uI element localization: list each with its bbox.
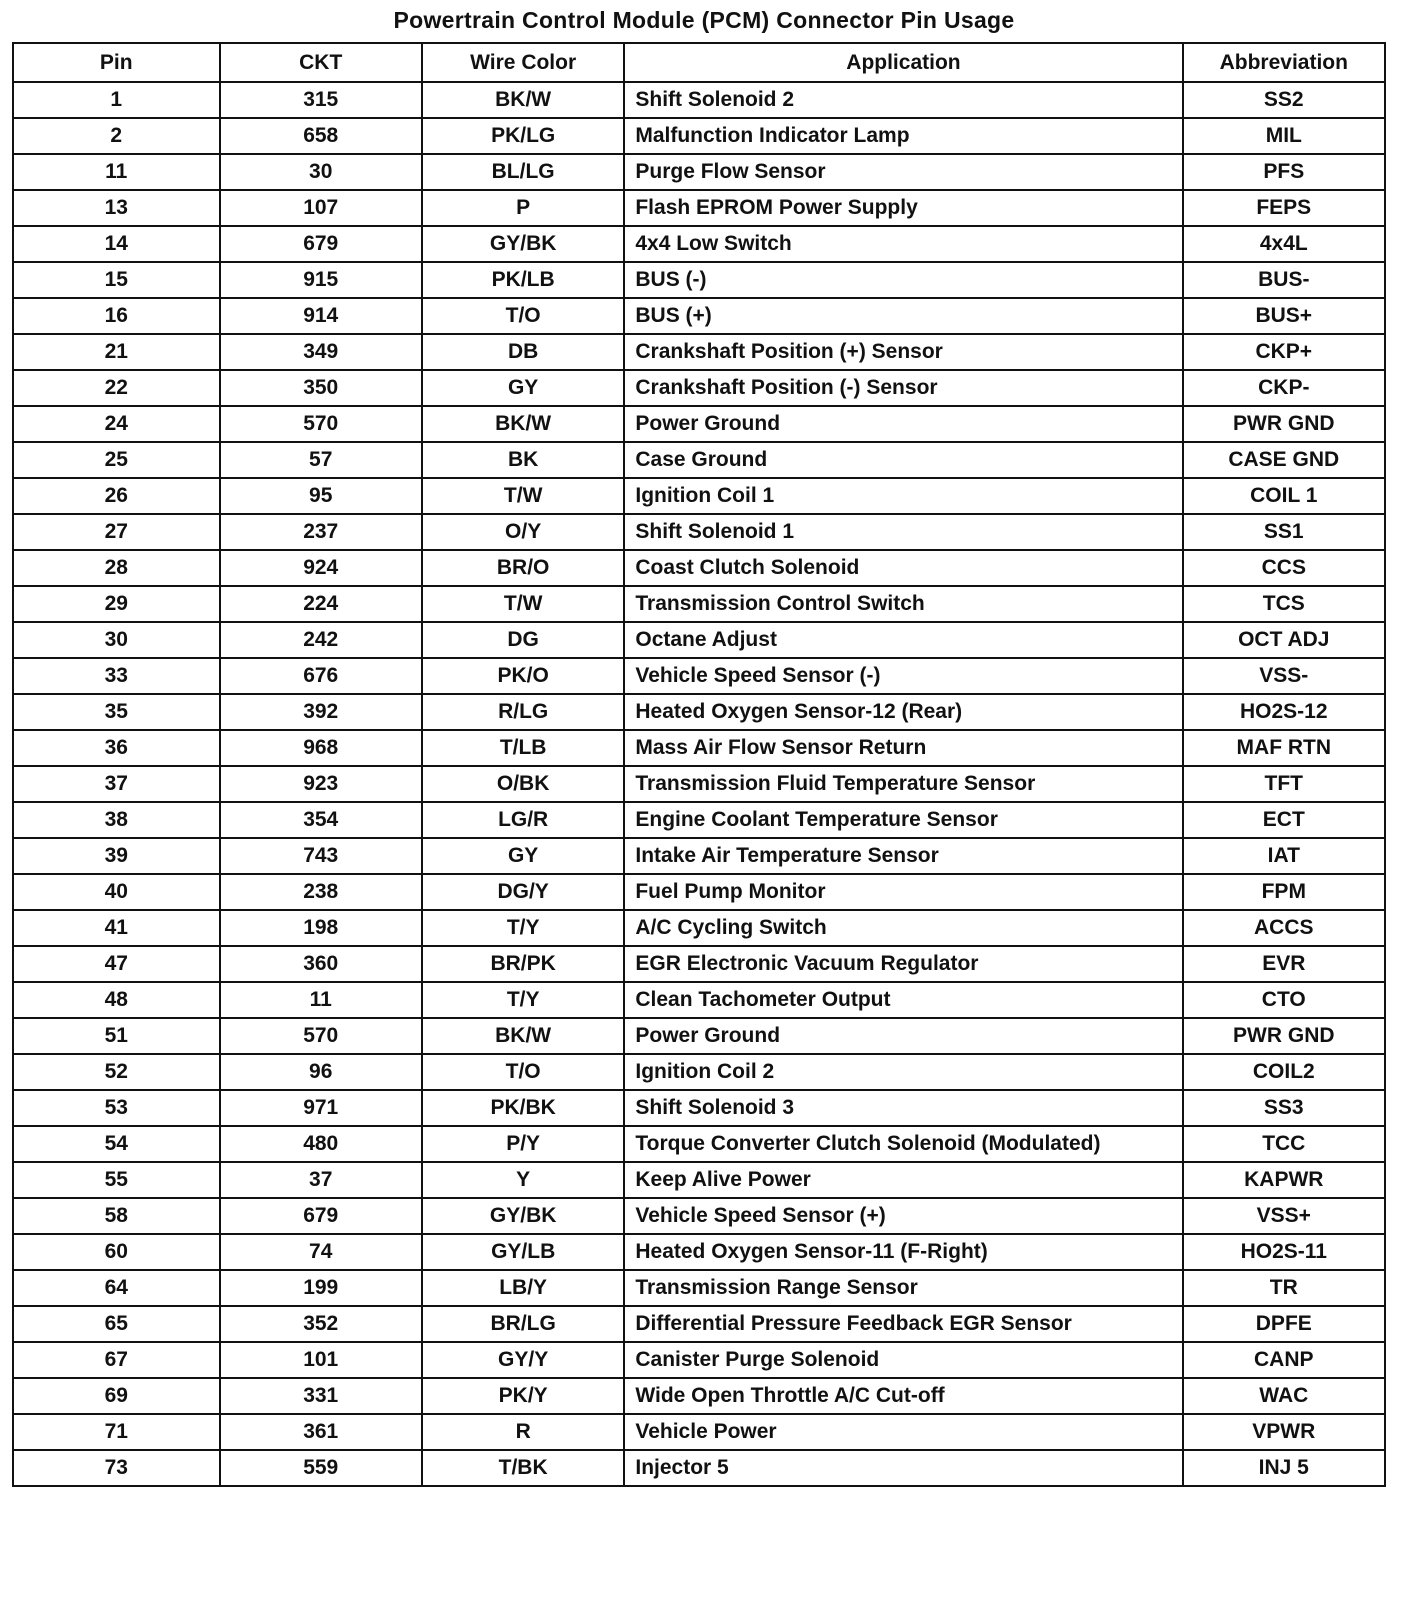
- cell-wire-color: P/Y: [422, 1126, 624, 1162]
- cell-ckt: 361: [220, 1414, 422, 1450]
- cell-wire-color: BL/LG: [422, 154, 624, 190]
- cell-abbreviation: OCT ADJ: [1183, 622, 1385, 658]
- cell-ckt: 242: [220, 622, 422, 658]
- cell-application: Keep Alive Power: [624, 1162, 1182, 1198]
- cell-application: Vehicle Speed Sensor (+): [624, 1198, 1182, 1234]
- cell-application: Clean Tachometer Output: [624, 982, 1182, 1018]
- cell-pin: 30: [13, 622, 220, 658]
- cell-pin: 33: [13, 658, 220, 694]
- cell-ckt: 968: [220, 730, 422, 766]
- cell-pin: 37: [13, 766, 220, 802]
- table-row: [13, 478, 1385, 514]
- cell-wire-color: LG/R: [422, 802, 624, 838]
- cell-pin: 11: [13, 154, 220, 190]
- cell-abbreviation: DPFE: [1183, 1306, 1385, 1342]
- cell-abbreviation: PWR GND: [1183, 1018, 1385, 1054]
- table-row: [13, 766, 1385, 802]
- cell-abbreviation: CCS: [1183, 550, 1385, 586]
- cell-ckt: 923: [220, 766, 422, 802]
- cell-pin: 39: [13, 838, 220, 874]
- cell-wire-color: BK/W: [422, 82, 624, 118]
- table-row: [13, 1162, 1385, 1198]
- cell-application: Transmission Control Switch: [624, 586, 1182, 622]
- cell-wire-color: BR/O: [422, 550, 624, 586]
- cell-abbreviation: HO2S-12: [1183, 694, 1385, 730]
- cell-wire-color: T/LB: [422, 730, 624, 766]
- cell-ckt: 224: [220, 586, 422, 622]
- cell-abbreviation: CASE GND: [1183, 442, 1385, 478]
- cell-application: Octane Adjust: [624, 622, 1182, 658]
- cell-pin: 55: [13, 1162, 220, 1198]
- cell-wire-color: T/Y: [422, 982, 624, 1018]
- cell-ckt: 11: [220, 982, 422, 1018]
- cell-abbreviation: KAPWR: [1183, 1162, 1385, 1198]
- cell-application: Coast Clutch Solenoid: [624, 550, 1182, 586]
- cell-wire-color: T/O: [422, 298, 624, 334]
- cell-abbreviation: SS2: [1183, 82, 1385, 118]
- cell-abbreviation: EVR: [1183, 946, 1385, 982]
- cell-abbreviation: MIL: [1183, 118, 1385, 154]
- cell-application: Power Ground: [624, 406, 1182, 442]
- table-row: [13, 982, 1385, 1018]
- cell-pin: 58: [13, 1198, 220, 1234]
- cell-pin: 2: [13, 118, 220, 154]
- cell-pin: 47: [13, 946, 220, 982]
- cell-application: Wide Open Throttle A/C Cut-off: [624, 1378, 1182, 1414]
- cell-abbreviation: TR: [1183, 1270, 1385, 1306]
- cell-application: Engine Coolant Temperature Sensor: [624, 802, 1182, 838]
- table-row: [13, 1378, 1385, 1414]
- cell-ckt: 101: [220, 1342, 422, 1378]
- cell-abbreviation: TCC: [1183, 1126, 1385, 1162]
- cell-ckt: 360: [220, 946, 422, 982]
- cell-pin: 41: [13, 910, 220, 946]
- cell-abbreviation: VSS-: [1183, 658, 1385, 694]
- cell-ckt: 349: [220, 334, 422, 370]
- cell-abbreviation: COIL2: [1183, 1054, 1385, 1090]
- table-row: [13, 1414, 1385, 1450]
- cell-pin: 35: [13, 694, 220, 730]
- cell-pin: 29: [13, 586, 220, 622]
- cell-wire-color: PK/BK: [422, 1090, 624, 1126]
- cell-wire-color: PK/LG: [422, 118, 624, 154]
- cell-application: Canister Purge Solenoid: [624, 1342, 1182, 1378]
- cell-application: Vehicle Speed Sensor (-): [624, 658, 1182, 694]
- table-row: [13, 550, 1385, 586]
- cell-abbreviation: FPM: [1183, 874, 1385, 910]
- cell-pin: 25: [13, 442, 220, 478]
- cell-abbreviation: FEPS: [1183, 190, 1385, 226]
- cell-abbreviation: VSS+: [1183, 1198, 1385, 1234]
- cell-ckt: 559: [220, 1450, 422, 1486]
- table-row: [13, 694, 1385, 730]
- cell-wire-color: T/BK: [422, 1450, 624, 1486]
- cell-ckt: 743: [220, 838, 422, 874]
- cell-wire-color: DG/Y: [422, 874, 624, 910]
- table-row: [13, 1306, 1385, 1342]
- cell-ckt: 971: [220, 1090, 422, 1126]
- cell-wire-color: BK/W: [422, 406, 624, 442]
- table-row: [13, 1054, 1385, 1090]
- table-row: [13, 1450, 1385, 1486]
- cell-application: Torque Converter Clutch Solenoid (Modulated): [624, 1126, 1182, 1162]
- cell-application: EGR Electronic Vacuum Regulator: [624, 946, 1182, 982]
- table-row: [13, 802, 1385, 838]
- cell-pin: 21: [13, 334, 220, 370]
- cell-application: A/C Cycling Switch: [624, 910, 1182, 946]
- table-row: [13, 730, 1385, 766]
- cell-application: Crankshaft Position (-) Sensor: [624, 370, 1182, 406]
- cell-application: Shift Solenoid 2: [624, 82, 1182, 118]
- cell-ckt: 570: [220, 1018, 422, 1054]
- cell-ckt: 658: [220, 118, 422, 154]
- cell-abbreviation: COIL 1: [1183, 478, 1385, 514]
- table-header-row: [13, 43, 1385, 82]
- cell-wire-color: BK/W: [422, 1018, 624, 1054]
- cell-wire-color: O/BK: [422, 766, 624, 802]
- cell-wire-color: T/Y: [422, 910, 624, 946]
- cell-pin: 16: [13, 298, 220, 334]
- table-row: [13, 514, 1385, 550]
- cell-ckt: 95: [220, 478, 422, 514]
- table-row: [13, 838, 1385, 874]
- cell-pin: 73: [13, 1450, 220, 1486]
- table-row: [13, 1018, 1385, 1054]
- cell-ckt: 354: [220, 802, 422, 838]
- cell-pin: 69: [13, 1378, 220, 1414]
- cell-ckt: 331: [220, 1378, 422, 1414]
- cell-ckt: 237: [220, 514, 422, 550]
- cell-application: Injector 5: [624, 1450, 1182, 1486]
- cell-wire-color: PK/Y: [422, 1378, 624, 1414]
- cell-abbreviation: WAC: [1183, 1378, 1385, 1414]
- table-body: [13, 82, 1385, 1486]
- cell-pin: 40: [13, 874, 220, 910]
- cell-wire-color: LB/Y: [422, 1270, 624, 1306]
- table-row: [13, 154, 1385, 190]
- cell-application: Heated Oxygen Sensor-12 (Rear): [624, 694, 1182, 730]
- cell-application: Ignition Coil 1: [624, 478, 1182, 514]
- table-row: [13, 622, 1385, 658]
- cell-pin: 24: [13, 406, 220, 442]
- cell-application: BUS (+): [624, 298, 1182, 334]
- cell-abbreviation: BUS+: [1183, 298, 1385, 334]
- header-abbreviation: Abbreviation: [1183, 43, 1385, 82]
- cell-wire-color: PK/LB: [422, 262, 624, 298]
- cell-pin: 15: [13, 262, 220, 298]
- cell-ckt: 914: [220, 298, 422, 334]
- cell-abbreviation: PWR GND: [1183, 406, 1385, 442]
- cell-pin: 71: [13, 1414, 220, 1450]
- cell-wire-color: T/W: [422, 478, 624, 514]
- cell-application: Power Ground: [624, 1018, 1182, 1054]
- cell-wire-color: BR/PK: [422, 946, 624, 982]
- cell-pin: 48: [13, 982, 220, 1018]
- cell-ckt: 480: [220, 1126, 422, 1162]
- cell-ckt: 392: [220, 694, 422, 730]
- cell-application: Differential Pressure Feedback EGR Sensor: [624, 1306, 1182, 1342]
- cell-application: Mass Air Flow Sensor Return: [624, 730, 1182, 766]
- cell-abbreviation: VPWR: [1183, 1414, 1385, 1450]
- cell-ckt: 107: [220, 190, 422, 226]
- cell-application: Transmission Fluid Temperature Sensor: [624, 766, 1182, 802]
- cell-ckt: 199: [220, 1270, 422, 1306]
- cell-ckt: 679: [220, 1198, 422, 1234]
- table-row: [13, 370, 1385, 406]
- table-row: [13, 1126, 1385, 1162]
- cell-pin: 51: [13, 1018, 220, 1054]
- table-row: [13, 1234, 1385, 1270]
- cell-abbreviation: ACCS: [1183, 910, 1385, 946]
- header-application: Application: [624, 43, 1182, 82]
- cell-wire-color: DB: [422, 334, 624, 370]
- cell-application: Vehicle Power: [624, 1414, 1182, 1450]
- cell-wire-color: GY/Y: [422, 1342, 624, 1378]
- cell-pin: 54: [13, 1126, 220, 1162]
- cell-pin: 65: [13, 1306, 220, 1342]
- cell-application: Flash EPROM Power Supply: [624, 190, 1182, 226]
- cell-pin: 26: [13, 478, 220, 514]
- cell-application: BUS (-): [624, 262, 1182, 298]
- cell-abbreviation: CKP+: [1183, 334, 1385, 370]
- cell-pin: 1: [13, 82, 220, 118]
- cell-ckt: 924: [220, 550, 422, 586]
- cell-application: Fuel Pump Monitor: [624, 874, 1182, 910]
- table-row: [13, 334, 1385, 370]
- cell-abbreviation: CTO: [1183, 982, 1385, 1018]
- cell-ckt: 315: [220, 82, 422, 118]
- cell-wire-color: BK: [422, 442, 624, 478]
- cell-ckt: 350: [220, 370, 422, 406]
- cell-pin: 67: [13, 1342, 220, 1378]
- cell-abbreviation: CANP: [1183, 1342, 1385, 1378]
- cell-ckt: 238: [220, 874, 422, 910]
- table-row: [13, 118, 1385, 154]
- cell-abbreviation: TFT: [1183, 766, 1385, 802]
- cell-pin: 28: [13, 550, 220, 586]
- cell-pin: 14: [13, 226, 220, 262]
- pin-usage-table: [12, 42, 1386, 1487]
- cell-ckt: 679: [220, 226, 422, 262]
- header-wire-color: Wire Color: [422, 43, 624, 82]
- cell-wire-color: R: [422, 1414, 624, 1450]
- cell-application: Ignition Coil 2: [624, 1054, 1182, 1090]
- table-row: [13, 1198, 1385, 1234]
- cell-ckt: 915: [220, 262, 422, 298]
- table-row: [13, 874, 1385, 910]
- cell-ckt: 57: [220, 442, 422, 478]
- table-row: [13, 262, 1385, 298]
- cell-wire-color: GY/BK: [422, 1198, 624, 1234]
- cell-wire-color: GY/LB: [422, 1234, 624, 1270]
- table-row: [13, 586, 1385, 622]
- cell-pin: 38: [13, 802, 220, 838]
- cell-wire-color: T/W: [422, 586, 624, 622]
- cell-wire-color: T/O: [422, 1054, 624, 1090]
- cell-abbreviation: SS1: [1183, 514, 1385, 550]
- cell-application: Purge Flow Sensor: [624, 154, 1182, 190]
- cell-ckt: 96: [220, 1054, 422, 1090]
- cell-abbreviation: INJ 5: [1183, 1450, 1385, 1486]
- header-pin: Pin: [13, 43, 220, 82]
- cell-wire-color: GY: [422, 838, 624, 874]
- cell-ckt: 30: [220, 154, 422, 190]
- cell-abbreviation: IAT: [1183, 838, 1385, 874]
- cell-application: Case Ground: [624, 442, 1182, 478]
- cell-ckt: 570: [220, 406, 422, 442]
- cell-pin: 36: [13, 730, 220, 766]
- header-ckt: CKT: [220, 43, 422, 82]
- cell-application: Crankshaft Position (+) Sensor: [624, 334, 1182, 370]
- cell-wire-color: GY: [422, 370, 624, 406]
- cell-application: Shift Solenoid 3: [624, 1090, 1182, 1126]
- table-row: [13, 82, 1385, 118]
- cell-pin: 53: [13, 1090, 220, 1126]
- cell-pin: 22: [13, 370, 220, 406]
- cell-wire-color: O/Y: [422, 514, 624, 550]
- cell-application: 4x4 Low Switch: [624, 226, 1182, 262]
- cell-pin: 27: [13, 514, 220, 550]
- page-title: Powertrain Control Module (PCM) Connector Pin Usage: [393, 7, 1015, 33]
- cell-ckt: 198: [220, 910, 422, 946]
- table-row: [13, 442, 1385, 478]
- cell-pin: 64: [13, 1270, 220, 1306]
- cell-wire-color: P: [422, 190, 624, 226]
- cell-abbreviation: BUS-: [1183, 262, 1385, 298]
- table-row: [13, 1342, 1385, 1378]
- cell-abbreviation: 4x4L: [1183, 226, 1385, 262]
- cell-wire-color: Y: [422, 1162, 624, 1198]
- cell-abbreviation: ECT: [1183, 802, 1385, 838]
- cell-pin: 13: [13, 190, 220, 226]
- table-row: [13, 190, 1385, 226]
- cell-pin: 60: [13, 1234, 220, 1270]
- cell-ckt: 37: [220, 1162, 422, 1198]
- cell-wire-color: PK/O: [422, 658, 624, 694]
- cell-abbreviation: MAF RTN: [1183, 730, 1385, 766]
- cell-wire-color: R/LG: [422, 694, 624, 730]
- cell-abbreviation: PFS: [1183, 154, 1385, 190]
- cell-wire-color: BR/LG: [422, 1306, 624, 1342]
- table-row: [13, 1090, 1385, 1126]
- table-row: [13, 298, 1385, 334]
- table-row: [13, 226, 1385, 262]
- cell-wire-color: DG: [422, 622, 624, 658]
- cell-application: Shift Solenoid 1: [624, 514, 1182, 550]
- cell-ckt: 352: [220, 1306, 422, 1342]
- cell-application: Transmission Range Sensor: [624, 1270, 1182, 1306]
- cell-pin: 52: [13, 1054, 220, 1090]
- cell-abbreviation: SS3: [1183, 1090, 1385, 1126]
- cell-ckt: 676: [220, 658, 422, 694]
- cell-application: Intake Air Temperature Sensor: [624, 838, 1182, 874]
- table-row: [13, 658, 1385, 694]
- cell-application: Heated Oxygen Sensor-11 (F-Right): [624, 1234, 1182, 1270]
- table-row: [13, 1270, 1385, 1306]
- table-row: [13, 910, 1385, 946]
- cell-abbreviation: TCS: [1183, 586, 1385, 622]
- cell-abbreviation: HO2S-11: [1183, 1234, 1385, 1270]
- cell-application: Malfunction Indicator Lamp: [624, 118, 1182, 154]
- table-row: [13, 946, 1385, 982]
- cell-ckt: 74: [220, 1234, 422, 1270]
- table-row: [13, 406, 1385, 442]
- cell-abbreviation: CKP-: [1183, 370, 1385, 406]
- cell-wire-color: GY/BK: [422, 226, 624, 262]
